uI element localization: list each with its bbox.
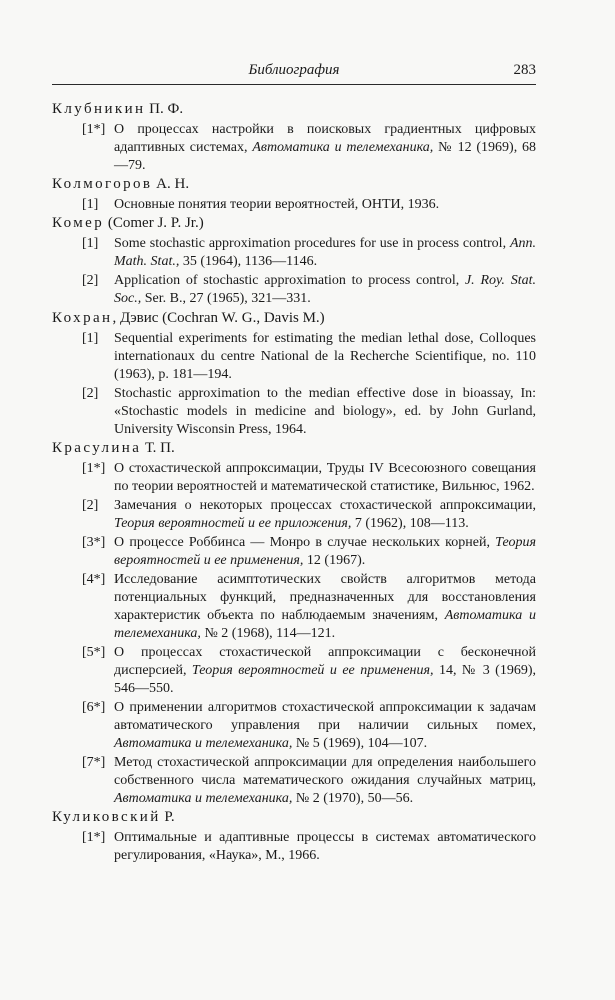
bibliography-entry (52, 309, 536, 439)
page-number: 283 (513, 62, 536, 78)
reference-number: [1] (82, 331, 99, 346)
reference-text: О процессе Роббинса — Монро в случае нескольких корней, Теория вероятностей и ее применения, 12 (1967). (114, 535, 536, 568)
bibliography-entry (52, 175, 536, 214)
reference-text: Stochastic approximation to the median effective dose in bioassay, In: «Stochastic models in medicine and biology», ed. by John Gurland, University Wisconsin Press, 1964. (114, 386, 536, 437)
reference-text: Оптимальные и адаптивные процессы в системах автоматического регулирования, «Наука», М., 1966. (114, 830, 536, 863)
reference-number: [2] (82, 498, 99, 513)
reference-number: [1*] (82, 830, 106, 845)
reference-item (52, 699, 536, 753)
reference-text: Sequential experiments for estimating the median lethal dose, Colloques internationaux du centre National de la Recherche Scientifique, no. 110 (1963), p. 181—194. (114, 331, 536, 382)
reference-number: [3*] (82, 535, 106, 550)
reference-item (52, 571, 536, 643)
reference-number: [1] (82, 197, 99, 212)
author-name: Клубникин П. Ф. (52, 101, 184, 117)
reference-item (52, 121, 536, 175)
reference-item (52, 534, 536, 570)
running-title: Библиография (248, 62, 340, 78)
reference-item (52, 385, 536, 439)
reference-number: [1*] (82, 461, 106, 476)
page-header (52, 60, 536, 85)
reference-text: Application of stochastic approximation to process control, J. Roy. Stat. Soc., Ser. B., 27 (1965), 321—331. (114, 273, 536, 306)
bibliography-entry (52, 439, 536, 808)
reference-text: О процессах настройки в поисковых градиентных цифровых адаптивных системах, Автоматика и телемеханика, № 12 (1969), 68—79. (114, 122, 536, 173)
reference-number: [7*] (82, 755, 106, 770)
reference-item (52, 497, 536, 533)
reference-item (52, 272, 536, 308)
reference-item (52, 644, 536, 698)
bibliography-entry (52, 808, 536, 865)
reference-text: Замечания о некоторых процессах стохастической аппроксимации, Теория вероятностей и ее приложения, 7 (1962), 108—113. (114, 498, 536, 531)
bibliography-entry (52, 100, 536, 175)
reference-number: [2] (82, 386, 99, 401)
reference-text: О применении алгоритмов стохастической аппроксимации к задачам автоматического управления при наличии сильных помех, Автоматика и телемеханика, № 5 (1969), 104—107. (114, 700, 536, 751)
reference-number: [6*] (82, 700, 106, 715)
author-name: Красулина Т. П. (52, 440, 175, 456)
reference-text: Some stochastic approximation procedures for use in process control, Ann. Math. Stat., 35 (1964), 1136—1146. (114, 236, 536, 269)
reference-item (52, 196, 536, 214)
reference-text: О процессах стохастической аппроксимации с бесконечной дисперсией, Теория вероятностей и ее применения, 14, № 3 (1969), 546—550. (114, 645, 537, 696)
reference-number: [5*] (82, 645, 106, 660)
author-name: Колмогоров А. Н. (52, 176, 190, 192)
reference-item (52, 235, 536, 271)
reference-item (52, 330, 536, 384)
reference-text: Исследование асимптотических свойств алгоритмов метода потенциальных функций, предназначенных для восстановления характеристик объекта по наблюдаемым значениям, Автоматика и телемеханика, № 2 (1968), 114—121. (114, 572, 536, 641)
bibliography-entry (52, 214, 536, 308)
reference-item (52, 460, 536, 496)
author-name: Комер (Comer J. P. Jr.) (52, 215, 204, 231)
reference-text: О стохастической аппроксимации, Труды IV Всесоюзного совещания по теории вероятностей и математической статистике, Вильнюс, 1962. (114, 461, 536, 494)
author-name: Куликовский Р. (52, 809, 175, 825)
reference-number: [4*] (82, 572, 106, 587)
reference-text: Основные понятия теории вероятностей, ОНТИ, 1936. (114, 197, 440, 212)
bibliography-list (52, 100, 536, 865)
reference-number: [1] (82, 236, 99, 251)
reference-number: [1*] (82, 122, 106, 137)
reference-item (52, 829, 536, 865)
author-name: Кохран, Дэвис (Cochran W. G., Davis M.) (52, 310, 325, 326)
reference-item (52, 754, 536, 808)
reference-text: Метод стохастической аппроксимации для определения наибольшего собственного числа математического ожидания случайных матриц, Автоматика и телемеханика, № 2 (1970), 50—56. (114, 755, 536, 806)
reference-number: [2] (82, 273, 99, 288)
